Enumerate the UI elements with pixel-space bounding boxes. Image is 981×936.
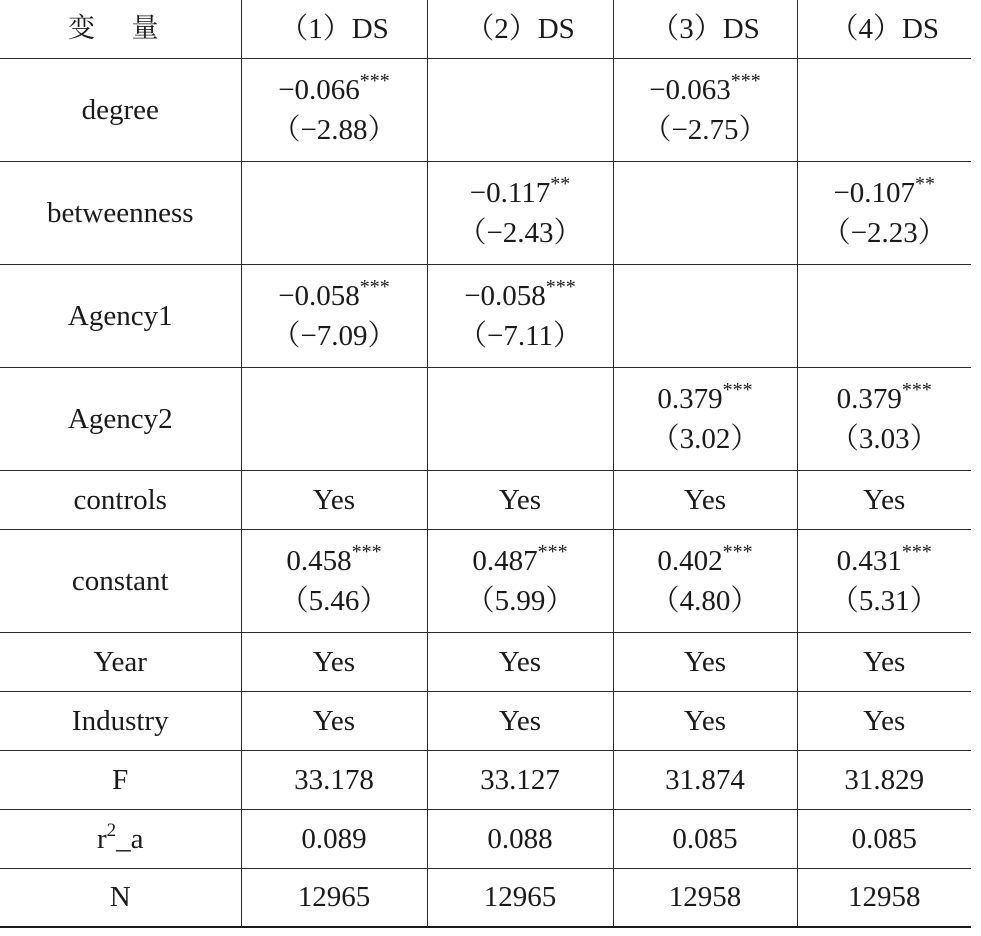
cell: Yes bbox=[427, 470, 613, 529]
cell bbox=[241, 161, 427, 264]
row-label: Agency2 bbox=[0, 367, 241, 470]
cell: 0.088 bbox=[427, 809, 613, 868]
cell bbox=[241, 367, 427, 470]
cell bbox=[427, 367, 613, 470]
cell bbox=[427, 58, 613, 161]
cell: 0.458*** （5.46） bbox=[241, 529, 427, 632]
row-label: constant bbox=[0, 529, 241, 632]
cell: 0.487*** （5.99） bbox=[427, 529, 613, 632]
cell: Yes bbox=[427, 632, 613, 691]
cell: 0.379*** （3.02） bbox=[613, 367, 797, 470]
row-degree bbox=[0, 58, 971, 161]
cell: Yes bbox=[241, 632, 427, 691]
cell: −0.063*** （−2.75） bbox=[613, 58, 797, 161]
cell: 12958 bbox=[613, 868, 797, 927]
cell: Yes bbox=[613, 632, 797, 691]
cell: 0.379*** （3.03） bbox=[797, 367, 971, 470]
row-betweenness bbox=[0, 161, 971, 264]
header-model-2: （2）DS bbox=[427, 0, 613, 58]
cell: −0.058*** （−7.09） bbox=[241, 264, 427, 367]
cell: Yes bbox=[797, 691, 971, 750]
cell: 33.127 bbox=[427, 750, 613, 809]
cell: 12965 bbox=[427, 868, 613, 927]
row-agency1 bbox=[0, 264, 971, 367]
row-n bbox=[0, 868, 971, 927]
row-agency2 bbox=[0, 367, 971, 470]
row-r2-a bbox=[0, 809, 971, 868]
row-constant bbox=[0, 529, 971, 632]
cell: 0.085 bbox=[797, 809, 971, 868]
row-industry bbox=[0, 691, 971, 750]
row-label: $r^2\_a$ bbox=[0, 809, 241, 868]
cell: 0.431*** （5.31） bbox=[797, 529, 971, 632]
cell: Yes bbox=[241, 470, 427, 529]
cell: −0.107** （−2.23） bbox=[797, 161, 971, 264]
cell bbox=[613, 161, 797, 264]
header-variable: 变 量 bbox=[0, 0, 241, 58]
row-label: Industry bbox=[0, 691, 241, 750]
row-label: controls bbox=[0, 470, 241, 529]
header-model-4: （4）DS bbox=[797, 0, 971, 58]
cell bbox=[613, 264, 797, 367]
cell: 0.089 bbox=[241, 809, 427, 868]
header-model-3: （3）DS bbox=[613, 0, 797, 58]
row-label: degree bbox=[0, 58, 241, 161]
cell: 12958 bbox=[797, 868, 971, 927]
header-model-1: （1）DS bbox=[241, 0, 427, 58]
cell: 33.178 bbox=[241, 750, 427, 809]
header-row bbox=[0, 0, 971, 58]
cell: 0.085 bbox=[613, 809, 797, 868]
cell bbox=[797, 264, 971, 367]
cell: Yes bbox=[427, 691, 613, 750]
row-year bbox=[0, 632, 971, 691]
row-controls bbox=[0, 470, 971, 529]
row-label: N bbox=[0, 868, 241, 927]
cell: Yes bbox=[613, 470, 797, 529]
cell: 31.874 bbox=[613, 750, 797, 809]
cell: 0.402*** （4.80） bbox=[613, 529, 797, 632]
cell: Yes bbox=[797, 632, 971, 691]
cell: Yes bbox=[241, 691, 427, 750]
cell: −0.117** （−2.43） bbox=[427, 161, 613, 264]
cell bbox=[797, 58, 971, 161]
row-label: Agency1 bbox=[0, 264, 241, 367]
cell: −0.066*** （−2.88） bbox=[241, 58, 427, 161]
cell: −0.058*** （−7.11） bbox=[427, 264, 613, 367]
row-label: F bbox=[0, 750, 241, 809]
cell: 12965 bbox=[241, 868, 427, 927]
cell: Yes bbox=[613, 691, 797, 750]
row-label: betweenness bbox=[0, 161, 241, 264]
row-label: Year bbox=[0, 632, 241, 691]
row-f bbox=[0, 750, 971, 809]
cell: Yes bbox=[797, 470, 971, 529]
cell: 31.829 bbox=[797, 750, 971, 809]
